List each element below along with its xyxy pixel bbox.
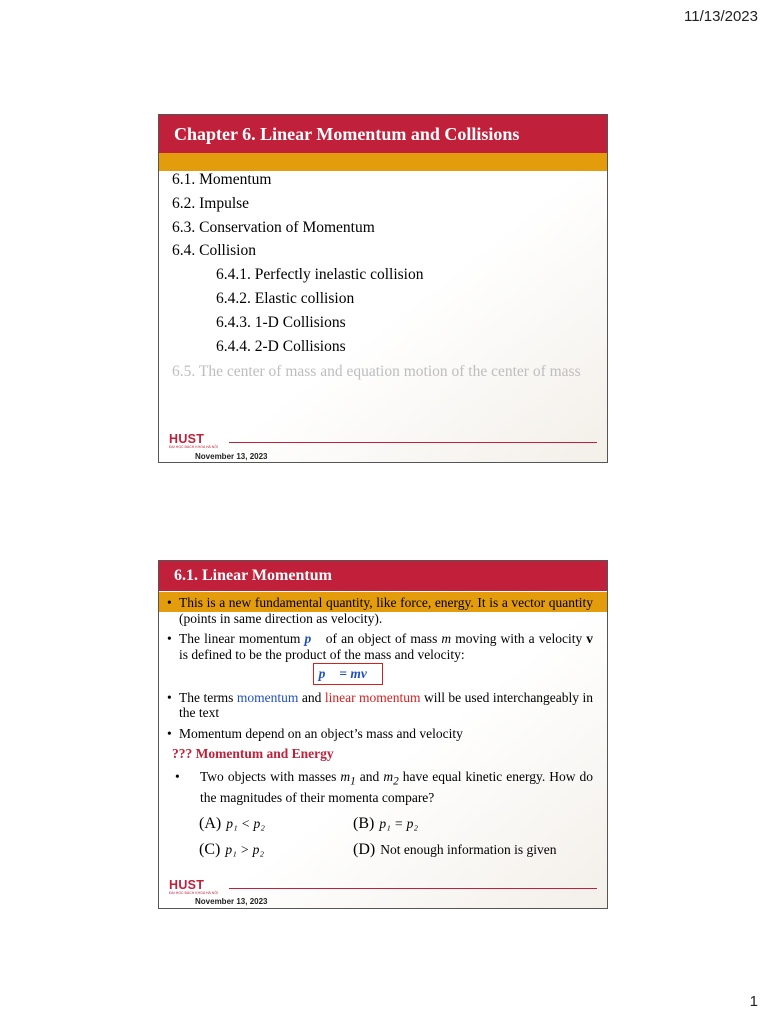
bullet-dot: • (167, 725, 172, 741)
bullet-item: • The linear momentum p⃗ of an object of mass m moving with a velocity v is defined to be the product of the mass and velocity: p⃗ = mv⃗ (167, 631, 593, 685)
option-c: (C) p₁ > p₂ (199, 840, 265, 858)
bullet-item: • The terms momentum and linear momentum will be used interchangeably in the text (167, 689, 594, 720)
hust-logo: HUST ĐẠI HỌC BÁCH KHOA HÀ NỘI (169, 878, 219, 895)
slide-title: 6.1. Linear Momentum (159, 561, 607, 591)
outline-subitem: 6.4.4. 2-D Collisions (216, 337, 346, 355)
slide-content (167, 595, 593, 863)
term-momentum: momentum (236, 689, 299, 705)
footer-divider (229, 888, 597, 889)
outline-list (172, 168, 597, 380)
bullet-dot: • (167, 689, 172, 705)
slide-title: Chapter 6. Linear Momentum and Collisions (159, 115, 607, 153)
momentum-formula: p⃗ = mv⃗ (313, 663, 383, 685)
outline-item: 6.2. Impulse (172, 194, 250, 212)
outline-item: 6.3. Conservation of Momentum (172, 218, 375, 236)
outline-item: 6.1. Momentum (172, 171, 272, 188)
bullet-item: • Momentum depend on an object’s mass and velocity (167, 725, 463, 741)
bullet-item: • This is a new fundamental quantity, like force, energy. It is a vector quantity (points in same direction as velocity). (167, 595, 593, 626)
slide-linear-momentum (158, 560, 608, 909)
outline-item: 6.4. Collision (172, 242, 256, 260)
bullet-dot: • (175, 768, 180, 784)
option-a: (A) p₁ < p₂ (199, 814, 265, 832)
answer-options (167, 811, 593, 863)
footer-date: November 13, 2023 (195, 452, 268, 461)
outline-subitem: 6.4.2. Elastic collision (216, 289, 355, 307)
term-linear-momentum: linear momentum (324, 689, 421, 705)
slide-chapter-outline (158, 114, 608, 463)
option-d: (D) Not enough information is given (353, 840, 557, 858)
outline-subitem: 6.4.1. Perfectly inelastic collision (216, 266, 424, 284)
question-heading: ??? Momentum and Energy (172, 746, 334, 761)
outline-subitem: 6.4.3. 1-D Collisions (216, 313, 346, 331)
bullet-dot: • (167, 631, 172, 646)
footer-date: November 13, 2023 (195, 897, 268, 906)
page-date: 11/13/2023 (684, 8, 758, 25)
hust-logo: HUST ĐẠI HỌC BÁCH KHOA HÀ NỘI (169, 432, 219, 449)
question-text: • Two objects with masses $m_1$ and $m_2$ have equal kinetic energy. How do the magnitudes of their momenta compare? (175, 768, 594, 805)
page-number: 1 (749, 993, 758, 1010)
footer-divider (229, 442, 597, 443)
option-b: (B) p₁ = p₂ (353, 814, 419, 832)
bullet-dot: • (167, 595, 172, 610)
momentum-symbol: p⃗ (304, 631, 322, 646)
outline-item-faded: 6.5. The center of mass and equation motion of the center of mass (172, 363, 581, 381)
